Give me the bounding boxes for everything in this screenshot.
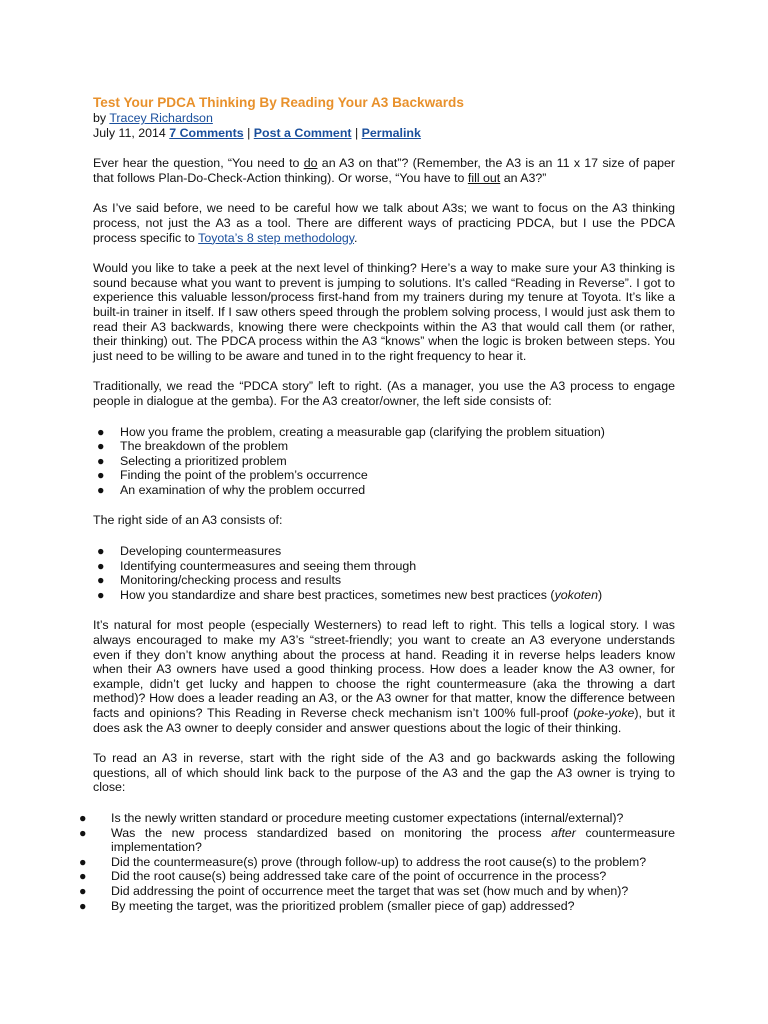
- bullet-icon: ●: [97, 453, 105, 468]
- paragraph-6: [93, 618, 675, 735]
- list-item: [93, 559, 675, 574]
- list-item-text: Finding the point of the problem’s occurrence: [120, 468, 368, 483]
- byline: [93, 111, 675, 126]
- dateline: [93, 126, 675, 141]
- post-comment-link[interactable]: Post a Comment: [253, 125, 352, 140]
- list-item: [93, 544, 675, 559]
- text-run: Ever hear the question, “You need to: [93, 156, 304, 171]
- list-item-text: ): [597, 587, 603, 602]
- text-run: an A3?”: [500, 170, 547, 185]
- paragraph-2: [93, 201, 675, 245]
- list-item: [79, 883, 675, 899]
- list-item-text: countermeasure implementation?: [111, 825, 675, 855]
- bullet-icon: ●: [79, 869, 87, 884]
- list-item-text-italic: yokoten: [554, 587, 598, 602]
- author-link[interactable]: Tracey Richardson: [109, 111, 213, 125]
- list-item-text: The breakdown of the problem: [120, 439, 289, 454]
- text-run: an A3 on that”? (Remember, the A3 is an 11 x 17 size of paper that follows Plan-Do-Check-Action thinking). Or worse, “You have to: [93, 156, 675, 185]
- text-run-italic: poke-yoke: [577, 706, 635, 720]
- text-run: It’s natural for most people (especially Westerners) to read left to right. This tells a logical story. I was always encouraged to make my A3’s “street-friendly; you want to create an A3 everyone understands even if they don’t know anything about the process at hand. Reading it in reverse helps leaders know when their A3 owners have used a good thinking process. How does a leader know the A3 owner, for example, didn’t get lucky and happen to choose the right countermeasure (aka the throwing a dart method)? How does a leader reading an A3, or the A3 owner for that matter, know the difference between facts and opinions? This Reading in Reverse check mechanism isn’t 100% full-proof (: [93, 618, 675, 720]
- paragraph-4: Traditionally, we read the “PDCA story” left to right. (As a manager, you use the A3 process to engage people in dialogue at the gemba). For the A3 creator/owner, the left side consists of:: [93, 379, 675, 408]
- separator: |: [354, 125, 359, 140]
- list-item-text: Is the newly written standard or procedure meeting customer expectations (internal/external)?: [111, 810, 624, 825]
- list-item: [93, 454, 675, 469]
- text-run: ), but it does ask the A3 owner to deeply consider and answer questions about the logic of their thinking.: [93, 706, 675, 735]
- list-item-text: By meeting the target, was the prioritized problem (smaller piece of gap) addressed?: [111, 898, 575, 913]
- separator: |: [247, 125, 251, 140]
- paragraph-7: To read an A3 in reverse, start with the right side of the A3 and go backwards asking the following questions, all of which should link back to the purpose of the A3 and the gap the A3 owner is trying to close:: [93, 751, 675, 795]
- bullet-icon: ●: [97, 544, 105, 559]
- list-item: [79, 825, 675, 855]
- text-run-underlined: do: [303, 156, 318, 171]
- list-item-text: How you standardize and share best practices, sometimes new best practices (: [120, 587, 555, 602]
- toyota-methodology-link[interactable]: Toyota’s 8 step methodology: [198, 230, 355, 245]
- bullet-icon: ●: [97, 587, 105, 602]
- bullet-icon: ●: [79, 854, 87, 869]
- list-item-text: Identifying countermeasures and seeing them through: [120, 558, 417, 573]
- list-item: [93, 439, 675, 454]
- bullet-icon: ●: [97, 558, 105, 573]
- list-item-text: Was the new process standardized based on monitoring the process: [111, 825, 552, 840]
- bullet-icon: ●: [79, 825, 87, 840]
- list-item-text: Monitoring/checking process and results: [120, 573, 342, 588]
- list-item-text: Selecting a prioritized problem: [120, 453, 287, 468]
- list-item: [93, 588, 675, 603]
- text-run-underlined: fill out: [467, 170, 501, 185]
- by-prefix: by: [93, 111, 110, 125]
- bullet-icon: ●: [97, 573, 105, 588]
- paragraph-3: Would you like to take a peek at the next level of thinking? Here’s a way to make sure your A3 thinking is sound because what you want to prevent is jumping to solutions. It’s called “Reading in Reverse”. I got to experience this valuable lesson/process first-hand from my trainers during my tenure at Toyota. It’s like a built-in trainer in itself. If I saw others speed through the problem solving process, I would just ask them to read their A3 backwards, knowing there were checkpoints within the A3 that would call them (or rather, their thinking) out. The PDCA process within the A3 “knows” when the logic is broken between steps. You just need to be willing to be aware and tuned in to the right frequency to hear it.: [93, 261, 675, 363]
- bullet-icon: ●: [79, 810, 87, 825]
- bullet-icon: ●: [97, 424, 105, 439]
- list-item: [79, 854, 675, 870]
- list-item-text: Did the root cause(s) being addressed take care of the point of occurrence in the process?: [111, 869, 607, 884]
- bullet-icon: ●: [97, 439, 105, 454]
- right-side-list: [93, 544, 675, 602]
- list-item-text: Developing countermeasures: [120, 544, 282, 559]
- list-item-text: Did addressing the point of occurrence meet the target that was set (how much and by when)?: [111, 883, 629, 898]
- reverse-questions-list: [79, 810, 675, 913]
- list-item: [93, 425, 675, 440]
- bullet-icon: ●: [97, 468, 105, 483]
- bullet-icon: ●: [79, 883, 87, 898]
- list-item: [79, 810, 675, 826]
- bullet-icon: ●: [97, 482, 105, 497]
- text-run: .: [354, 230, 358, 245]
- list-item: [79, 898, 675, 914]
- list-item-text-italic: after: [551, 825, 576, 840]
- list-item-text: How you frame the problem, creating a measurable gap (clarifying the problem situation): [120, 424, 605, 439]
- text-run: As I’ve said before, we need to be careful how we talk about A3s; we want to focus on the A3 thinking process, not just the A3 as a tool. There are different ways of practicing PDCA, but I use the PDCA process specific to: [93, 201, 675, 245]
- list-item: [93, 468, 675, 483]
- list-item: [93, 483, 675, 498]
- article-title: Test Your PDCA Thinking By Reading Your A3 Backwards: [93, 95, 464, 110]
- list-item: [93, 573, 675, 588]
- article: [79, 95, 675, 913]
- bullet-icon: ●: [79, 898, 87, 913]
- list-item-text: Did the countermeasure(s) prove (through follow-up) to address the root cause(s) to the problem?: [111, 854, 647, 869]
- comments-link[interactable]: 7 Comments: [169, 125, 244, 140]
- post-date: July 11, 2014: [93, 125, 166, 140]
- paragraph-1: [93, 156, 675, 185]
- list-item-text: An examination of why the problem occurred: [120, 482, 366, 497]
- list-item: [79, 869, 675, 884]
- left-side-list: [93, 425, 675, 498]
- permalink-link[interactable]: Permalink: [361, 125, 421, 140]
- paragraph-5: The right side of an A3 consists of:: [93, 513, 283, 528]
